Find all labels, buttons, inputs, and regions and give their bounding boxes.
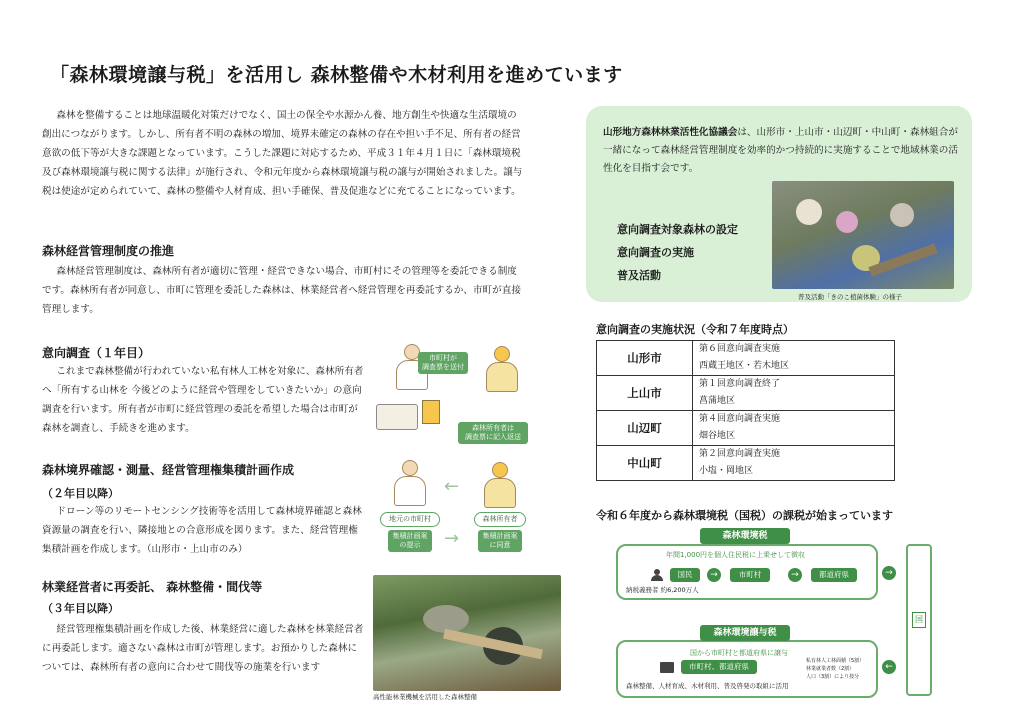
tax-section-title: 令和６年度から森林環境税（国税）の課税が始まっています — [596, 509, 893, 522]
page-title: 「森林環境譲与税」を活用し 森林整備や木材利用を進めています — [50, 64, 623, 86]
forestry-photo-caption: 高性能林業機械を活用した森林整備 — [373, 693, 477, 701]
flow-municipality: 市町村 — [730, 568, 770, 582]
table-cell-city: 中山町 — [597, 446, 693, 481]
government-building-icon — [660, 662, 674, 673]
management-body: 森林経営管理制度は、森林所有者が適切に管理・経営できない場合、市町村にその管理等を委託できる制度です。森林所有者が同意し、市町に管理を委託した森林は、林業経営者へ経営管理を再委託するか、市町が直接管理します。 — [42, 266, 521, 315]
forestry-machine-photo — [373, 575, 561, 691]
national-government-box — [906, 544, 932, 696]
table-row — [597, 446, 895, 464]
council-activity-item: 意向調査対象森林の設定 — [617, 223, 738, 236]
boundary-heading: 森林境界確認・測量、経営管理権集積計画作成 — [42, 463, 295, 477]
status-table-title: 意向調査の実施状況（令和７年度時点） — [596, 323, 794, 336]
table-cell-status: 第６回意向調査実施 — [693, 341, 895, 359]
flow-arrow-icon: → — [707, 568, 721, 582]
arrow-right-icon: → — [444, 528, 460, 549]
document-icon — [422, 400, 440, 424]
survey-body: これまで森林整備が行われていない私有林人工林を対象に、森林所有者へ「所有する山林を 今後どのように経営や管理をしていきたいか」の意向調査を行います。所有者が市町に経営管理の委託を希望した場合は市町が森林を調査し、手続きを進めます。 — [42, 366, 364, 434]
survey-status-table — [596, 340, 895, 481]
council-description — [603, 124, 958, 178]
council-activity-item: 意向調査の実施 — [617, 246, 694, 259]
plan-proposal-box: 集積計画案 の提示 — [388, 530, 432, 552]
flow-prefecture: 都道府県 — [811, 568, 857, 582]
forest-owner-figure — [482, 346, 522, 394]
table-cell-city: 山辺町 — [597, 411, 693, 446]
survey-illustration — [374, 342, 534, 448]
flow-citizen: 国民 — [670, 568, 700, 582]
table-row — [597, 411, 895, 429]
council-text: は、山形市・上山市・山辺町・中山町・森林組合が一緒になって森林経営管理制度を効率的かつ持続的に実施することで地域林業の活性化を目指す会です。 — [603, 127, 958, 174]
transfer-tax-label: 森林環境譲与税 — [700, 625, 790, 641]
table-cell-city: 山形市 — [597, 341, 693, 376]
table-cell-status: 第１回意向調査終了 — [693, 376, 895, 394]
delivery-truck-icon — [376, 404, 418, 430]
table-cell-area: 小塩・岡地区 — [693, 463, 895, 481]
recipient-pill: 市町村、都道府県 — [681, 660, 757, 674]
table-row — [597, 376, 895, 394]
boundary-subheading: （２年目以降） — [42, 487, 119, 500]
plan-consent-box: 集積計画案 に同意 — [478, 530, 522, 552]
survey-label-send: 市町村が 調査票を送付 — [418, 352, 468, 374]
intro-paragraph: 森林を整備することは地球温暖化対策だけでなく、国土の保全や水源かん養、地方創生や快適な生活環境の創出につながります。しかし、所有者不明の森林の増加、境界未確定の森林の存在や担い手不足、所有者の経営意欲の低下等が大きな課題となっています。こうした課題に対応するため、平成３１年４月１日に「森林環境税及び森林環境譲与税に関する法律」が施行され、令和元年度から森林環境譲与税の譲与が開始されました。譲与税は使途が定められていて、森林の整備や人材育成、担い手確保、普及促進などに充てることになっています。 — [42, 110, 523, 197]
reentrust-subheading: （３年目以降） — [42, 602, 119, 615]
boundary-body: ドローン等のリモートセンシング技術等を活用して森林境界確認と森林資源量の調査を行い、隣接地との合意形成を図ります。また、経営管理権集積計画を作成します。（山形市・上山市のみ） — [42, 506, 362, 555]
mushroom-photo-caption: 普及活動「きのこ植菌体験」の様子 — [798, 293, 902, 301]
local-municipality-figure — [390, 460, 430, 508]
council-activity-item: 普及活動 — [617, 269, 661, 282]
table-cell-status: 第２回意向調査実施 — [693, 446, 895, 464]
reentrust-heading: 林業経営者に再委託、 森林整備・間伐等 — [42, 580, 263, 594]
table-cell-city: 上山市 — [597, 376, 693, 411]
local-municipality-label: 地元の市町村 — [380, 512, 440, 527]
forest-tax-label: 森林環境税 — [700, 528, 790, 544]
forest-owner-label: 森林所有者 — [474, 512, 526, 527]
table-row — [597, 341, 895, 359]
table-cell-area: 菖蒲地区 — [693, 393, 895, 411]
table-cell-area: 畑谷地区 — [693, 428, 895, 446]
taxpayer-count: 納税義務者 約6,200万人 — [626, 586, 699, 594]
national-government-label: 国 — [912, 612, 926, 628]
allocation-criteria: 私有林人工林面積（5割） 林業就業者数（2割） 人口（3割）により按分 — [806, 658, 865, 680]
reentrust-body: 経営管理権集積計画を作成した後、林業経営に適した森林を林業経営者に再委託します。適さない森林は市町が管理します。お預かりした森林については、森林所有者の意向に合わせて間伐等の施業を行います — [42, 624, 364, 673]
table-cell-status: 第４回意向調査実施 — [693, 411, 895, 429]
table-cell-area: 西蔵王地区・若木地区 — [693, 358, 895, 376]
boundary-illustration — [376, 460, 536, 560]
from-national-arrow-icon: ← — [882, 660, 896, 674]
survey-label-return: 森林所有者は 調査票に記入返送 — [458, 422, 528, 444]
management-heading: 森林経営管理制度の推進 — [42, 244, 175, 258]
council-name: 山形地方森林林業活性化協議会 — [603, 127, 738, 138]
mushroom-event-photo — [772, 181, 954, 289]
council-activity-list — [617, 218, 738, 287]
survey-heading: 意向調査（１年目） — [42, 346, 151, 360]
to-national-arrow-icon: → — [882, 566, 896, 580]
forest-owner-figure-2 — [480, 462, 520, 510]
flow-arrow-icon: → — [788, 568, 802, 582]
transfer-tax-note: 国から市町村と都道府県に譲与 — [690, 649, 788, 657]
arrow-left-icon: ← — [444, 476, 460, 497]
forest-tax-note: 年間1,000円を個人住民税に上乗せして徴収 — [666, 551, 806, 559]
forestry-photo-caption-wrap — [373, 692, 561, 702]
transfer-uses: 森林整備、人材育成、木材利用、普及啓発の取組に活用 — [626, 682, 789, 690]
citizen-icon — [651, 569, 663, 581]
